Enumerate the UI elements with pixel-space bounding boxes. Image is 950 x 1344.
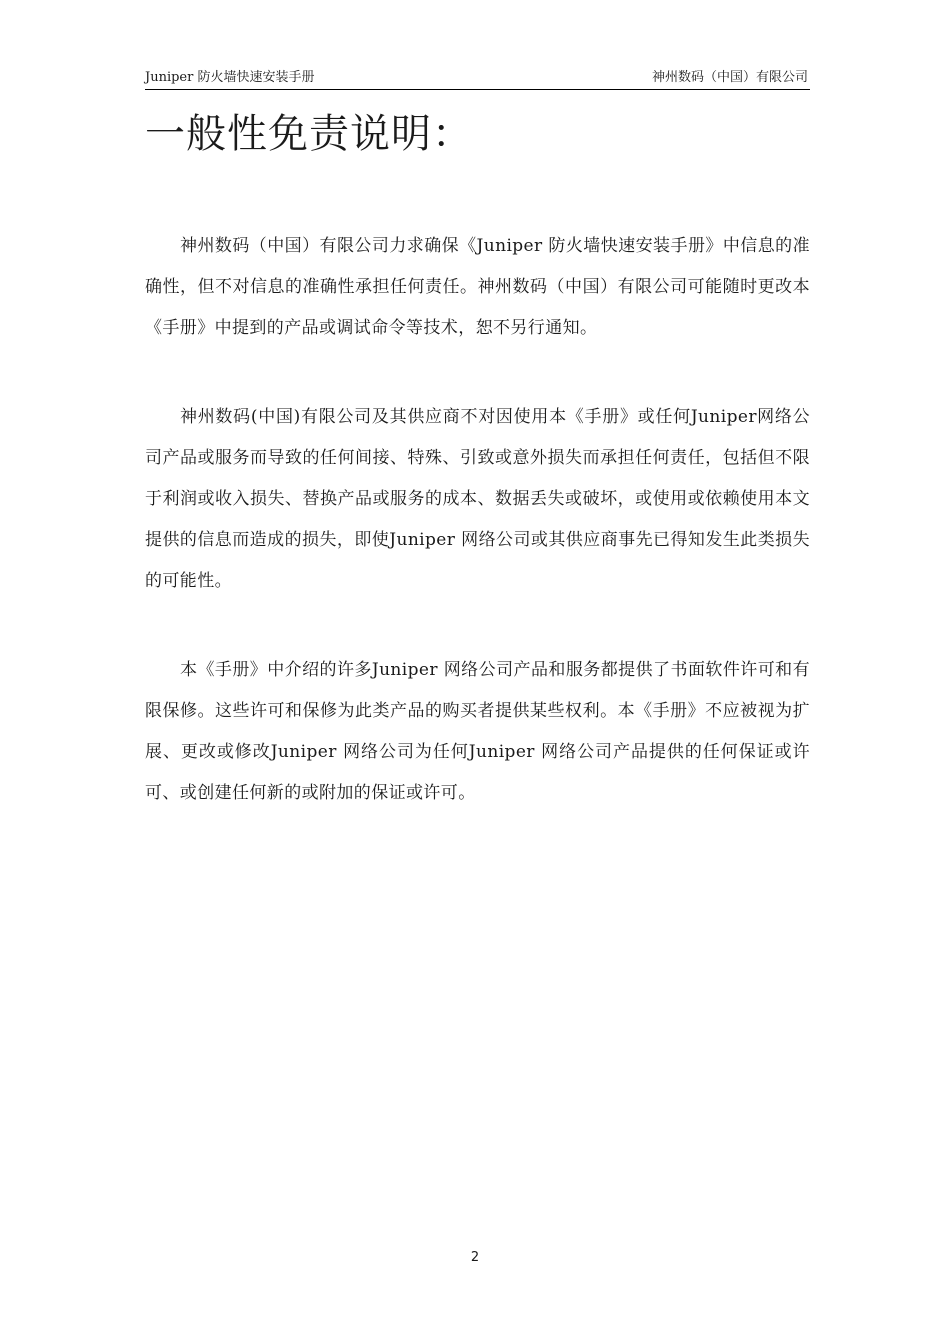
page-header bbox=[145, 68, 810, 90]
page-number: 2 bbox=[470, 1250, 480, 1265]
disclaimer-body bbox=[145, 226, 810, 862]
header-document-title: Juniper 防火墙快速安装手册 bbox=[145, 70, 315, 85]
page-title: 一般性免责说明： bbox=[145, 111, 473, 157]
disclaimer-paragraph-warranty: 本《手册》中介绍的许多Juniper 网络公司产品和服务都提供了书面软件许可和有限保修。这些许可和保修为此类产品的购买者提供某些权利。本《手册》不应被视为扩展、更改或修改Juniper 网络公司为任何Juniper 网络公司产品提供的任何保证或许可、或创建任何新的或附加的保证或许可。 bbox=[145, 660, 810, 803]
header-company-name: 神州数码（中国）有限公司 bbox=[651, 70, 808, 85]
disclaimer-paragraph-accuracy: 神州数码（中国）有限公司力求确保《Juniper 防火墙快速安装手册》中信息的准确性，但不对信息的准确性承担任何责任。神州数码（中国）有限公司可能随时更改本《手册》中提到的产品或调试命令等技术，恕不另行通知。 bbox=[145, 236, 810, 338]
disclaimer-paragraph-liability: 神州数码(中国)有限公司及其供应商不对因使用本《手册》或任何Juniper网络公司产品或服务而导致的任何间接、特殊、引致或意外损失而承担任何责任，包括但不限于利润或收入损失、替换产品或服务的成本、数据丢失或破坏，或使用或依赖使用本文提供的信息而造成的损失，即使Juniper 网络公司或其供应商事先已得知发生此类损失的可能性。 bbox=[145, 407, 810, 591]
